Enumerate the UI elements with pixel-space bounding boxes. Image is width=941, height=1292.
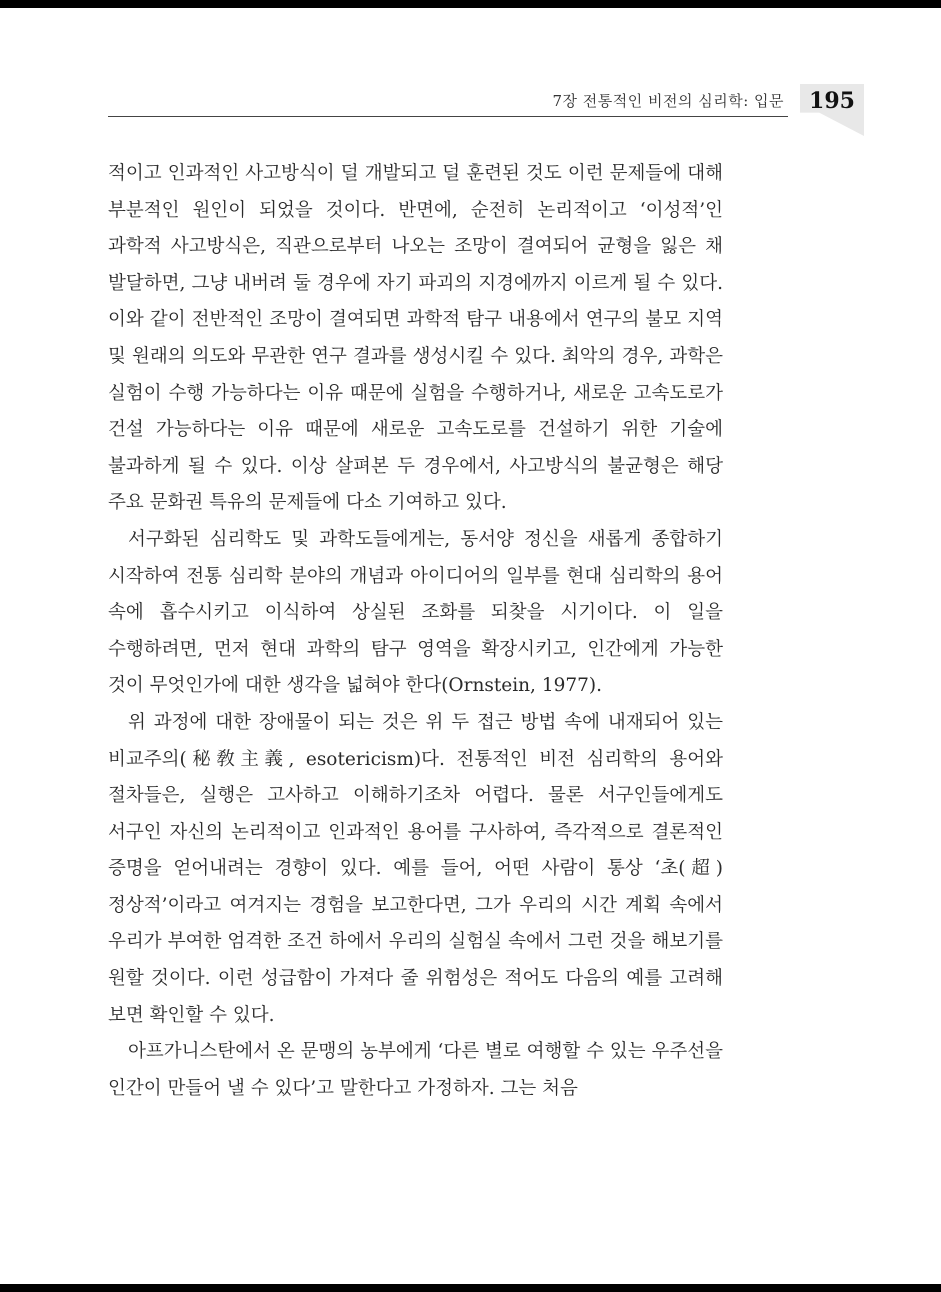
paragraph-3: 위 과정에 대한 장애물이 되는 것은 위 두 접근 방법 속에 내재되어 있는 비교주의(秘敎主義, esotericism)다. 전통적인 비전 심리학의 용어와 절차들은, 실행은 고사하고 이해하기조차 어렵다. 물론 서구인들에게도 서구인 자신의 논리적이고 인과적인 용어를 구사하여, 즉각적으로 결론적인 증명을 얻어내려는 경향이 있다. 예를 들어, 어떤 사람이 통상 ‘초(超)정상적’이라고 여겨지는 경험을 보고한다면, 그가 우리의 시간 계획 속에서 우리가 부여한 엄격한 조건 하에서 우리의 실험실 속에서 그런 것을 해보기를 원할 것이다. 이런 성급함이 가져다 줄 위험성은 적어도 다음의 예를 고려해 보면 확인할 수 있다. <box>108 711 723 1026</box>
paragraph-2: 서구화된 심리학도 및 과학도들에게는, 동서양 정신을 새롭게 종합하기 시작하여 전통 심리학 분야의 개념과 아이디어의 일부를 현대 심리학의 용어 속에 흡수시키고 이식하여 상실된 조화를 되찾을 시기이다. 이 일을 수행하려면, 먼저 현대 과학의 탐구 영역을 확장시키고, 인간에게 가능한 것이 무엇인가에 대한 생각을 넓혀야 한다(Ornstein, 1977). <box>108 528 723 697</box>
running-title: 7장 전통적인 비전의 심리학: 입문 <box>552 92 784 110</box>
paragraph-4: 아프가니스탄에서 온 문맹의 농부에게 ‘다른 별로 여행할 수 있는 우주선을 인간이 만들어 낼 수 있다’고 말한다고 가정하자. 그는 처음 <box>108 1041 723 1099</box>
page-number: 195 <box>809 88 855 114</box>
bottom-border <box>0 1284 941 1292</box>
body-text <box>108 156 723 1107</box>
running-header <box>108 86 788 117</box>
top-border <box>0 0 941 8</box>
paragraph-1: 적이고 인과적인 사고방식이 덜 개발되고 덜 훈련된 것도 이런 문제들에 대해 부분적인 원인이 되었을 것이다. 반면에, 순전히 논리적이고 ‘이성적’인 과학적 사고방식은, 직관으로부터 나오는 조망이 결여되어 균형을 잃은 채 발달하면, 그냥 내버려 둘 경우에 자기 파괴의 지경에까지 이르게 될 수 있다. 이와 같이 전반적인 조망이 결여되면 과학적 탐구 내용에서 연구의 불모 지역 및 원래의 의도와 무관한 연구 결과를 생성시킬 수 있다. 최악의 경우, 과학은 실험이 수행 가능하다는 이유 때문에 실험을 수행하거나, 새로운 고속도로가 건설 가능하다는 이유 때문에 새로운 고속도로를 건설하기 위한 기술에 불과하게 될 수 있다. 이상 살펴본 두 경우에서, 사고방식의 불균형은 해당 주요 문화권 특유의 문제들에 다소 기여하고 있다. <box>108 163 723 514</box>
